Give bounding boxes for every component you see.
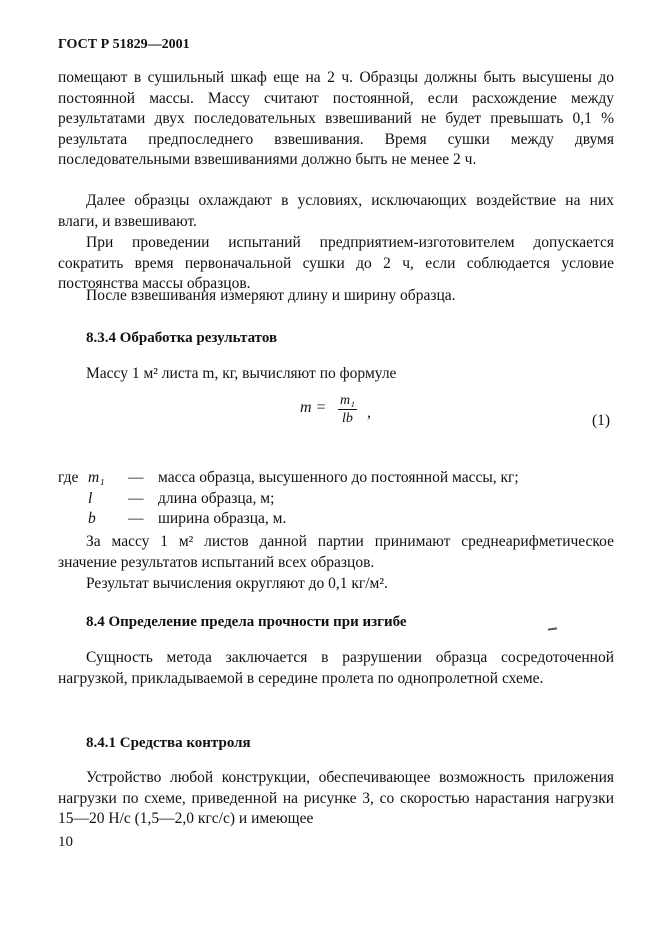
paragraph-mass-formula-intro: Массу 1 м² листа m, кг, вычисляют по формуле — [86, 365, 397, 382]
formula-fraction — [338, 392, 357, 427]
formula-lhs: m = — [300, 399, 327, 416]
definition-row: где m₁ — масса образца, высушенного до постоянной массы, кг; — [58, 469, 519, 486]
paragraph-drying: помещают в сушильный шкаф еще на 2 ч. Образцы должны быть высушены до постоянной массы. Массу считают постоянной, если расхождение между результатами двух последовательных взвешиваний не будет превышать 0,1 % результата предпоследнего взвешивания. Время сушки между двумя последовательными взвешиваниями должно быть не менее 2 ч. — [58, 69, 614, 169]
paragraph-average: За массу 1 м² листов данной партии принимают среднеарифметическое значение результатов испытаний всех образцов. — [58, 533, 614, 571]
section-heading-8-4-1: 8.4.1 Средства контроля — [86, 735, 251, 751]
variable-definitions — [58, 468, 519, 530]
paragraph-device: Устройство любой конструкции, обеспечивающее возможность приложения нагрузки по схеме, приведенной на рисунке 3, со скоростью нарастания нагрузки 15—20 Н/с (1,5—2,0 кгс/с) и имеющее — [58, 769, 614, 828]
paragraph-manufacturer-tests: При проведении испытаний предприятием-изготовителем допускается сократить время первоначальной сушки до 2 ч, если соблюдается условие постоянства массы образцов. — [58, 234, 614, 293]
paragraph-measure: После взвешивания измеряют длину и ширину образца. — [86, 287, 456, 304]
formula-numerator: m₁ — [340, 393, 355, 408]
section-heading-8-3-4: 8.3.4 Обработка результатов — [86, 330, 278, 346]
formula-number: (1) — [592, 412, 611, 429]
page-number: 10 — [58, 834, 73, 850]
section-heading-8-4: 8.4 Определение предела прочности при изгибе — [86, 614, 407, 630]
document-code-header: ГОСТ Р 51829—2001 — [58, 37, 190, 52]
paragraph-rounding: Результат вычисления округляют до 0,1 кг/м². — [86, 575, 388, 592]
formula-comma: , — [367, 404, 371, 421]
paragraph-cooling: Далее образцы охлаждают в условиях, исключающих воздействие на них влаги, и взвешивают. — [58, 192, 614, 230]
definition-row: l — длина образца, м; — [88, 489, 275, 507]
paragraph-method-essence: Сущность метода заключается в разрушении образца сосредоточенной нагрузкой, прикладываемой в середине пролета по однопролетной схеме. — [58, 649, 614, 687]
formula-denominator: lb — [342, 411, 353, 426]
definition-row: b — ширина образца, м. — [88, 510, 287, 528]
scan-mark — [548, 627, 557, 630]
